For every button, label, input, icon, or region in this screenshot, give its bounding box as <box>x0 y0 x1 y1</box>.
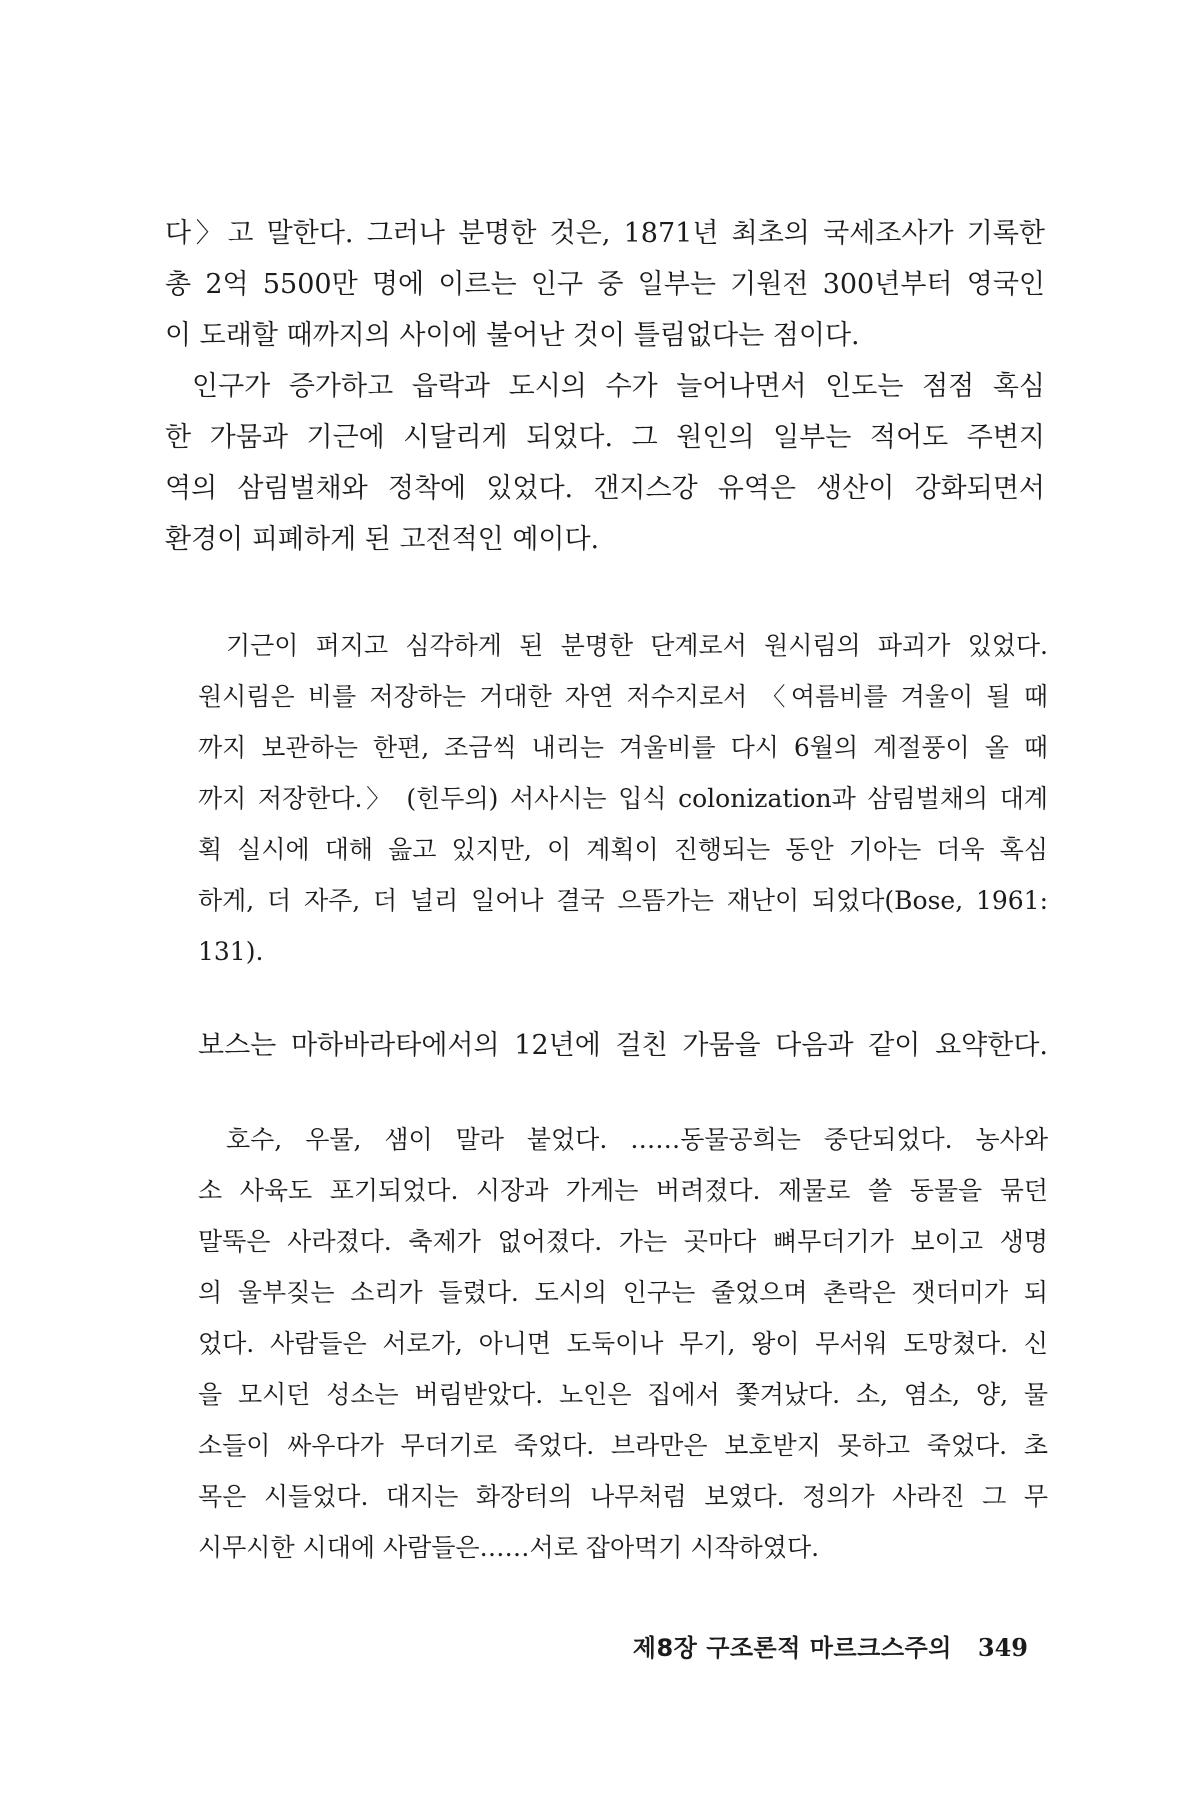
text-line: 호수, 우물, 샘이 말라 붙었다. ……동물공희는 중단되었다. 농사와 <box>226 1125 1048 1154</box>
text-line: 다〉고 말한다. 그러나 분명한 것은, 1871년 최초의 국세조사가 기록한 <box>165 218 1045 249</box>
text-line: 시무시한 시대에 사람들은……서로 잡아먹기 시작하였다. <box>198 1533 820 1562</box>
text-line: 인구가 증가하고 읍락과 도시의 수가 늘어나면서 인도는 점점 혹심 <box>192 371 1045 402</box>
body-text <box>165 208 1045 565</box>
text-line: 한 가뭄과 기근에 시달리게 되었다. 그 원인의 일부는 적어도 주변지 <box>165 422 1045 453</box>
chapter-title: 제8장 구조론적 마르크스주의 <box>632 1634 952 1662</box>
text-line: 이 도래할 때까지의 사이에 불어난 것이 틀림없다는 점이다. <box>165 320 860 351</box>
text-line: 소 사육도 포기되었다. 시장과 가게는 버려졌다. 제물로 쓸 동물을 묶던 <box>198 1176 1048 1205</box>
block-quote <box>198 620 1048 977</box>
text-line: 목은 시들었다. 대지는 화장터의 나무처럼 보였다. 정의가 사라진 그 무 <box>198 1482 1048 1511</box>
text-line: 131). <box>198 937 264 966</box>
text-line: 역의 삼림벌채와 정착에 있었다. 갠지스강 유역은 생산이 강화되면서 <box>165 473 1045 504</box>
text-line: 기근이 퍼지고 심각하게 된 분명한 단계로서 원시림의 파괴가 있었다. <box>226 631 1048 660</box>
text-line: 었다. 사람들은 서로가, 아니면 도둑이나 무기, 왕이 무서워 도망쳤다. 신 <box>198 1329 1048 1358</box>
text-line: 총 2억 5500만 명에 이르는 인구 중 일부는 기원전 300년부터 영국인 <box>165 269 1045 300</box>
text-line: 획 실시에 대해 읊고 있지만, 이 계획이 진행되는 동안 기아는 더욱 혹심 <box>198 835 1048 864</box>
text-line: 을 모시던 성소는 버림받았다. 노인은 집에서 쫓겨났다. 소, 염소, 양, 물 <box>198 1380 1048 1409</box>
running-footer <box>633 1628 1028 1663</box>
text-line: 까지 저장한다.〉 (힌두의) 서사시는 입식 colonization과 삼림벌채의 대계 <box>198 784 1048 813</box>
text-line: 까지 보관하는 한편, 조금씩 내리는 겨울비를 다시 6월의 계절풍이 올 때 <box>198 733 1048 762</box>
text-line: 소들이 싸우다가 무더기로 죽었다. 브라만은 보호받지 못하고 죽었다. 초 <box>198 1431 1048 1460</box>
text-line: 하게, 더 자주, 더 널리 일어나 결국 으뜸가는 재난이 되었다(Bose, 1961: <box>198 886 1048 915</box>
page-number: 349 <box>977 1633 1028 1662</box>
block-quote <box>198 1114 1048 1573</box>
text-line: 원시림은 비를 저장하는 거대한 자연 저수지로서 〈여름비를 겨울이 될 때 <box>198 682 1048 711</box>
text-line: 보스는 마하바라타에서의 12년에 걸친 가뭄을 다음과 같이 요약한다. <box>198 1030 1048 1061</box>
text-line: 말뚝은 사라졌다. 축제가 없어졌다. 가는 곳마다 뼈무더기가 보이고 생명 <box>198 1227 1048 1256</box>
text-line: 의 울부짖는 소리가 들렸다. 도시의 인구는 줄었으며 촌락은 잿더미가 되 <box>198 1278 1048 1307</box>
text-line: 환경이 피폐하게 된 고전적인 예이다. <box>165 524 600 555</box>
